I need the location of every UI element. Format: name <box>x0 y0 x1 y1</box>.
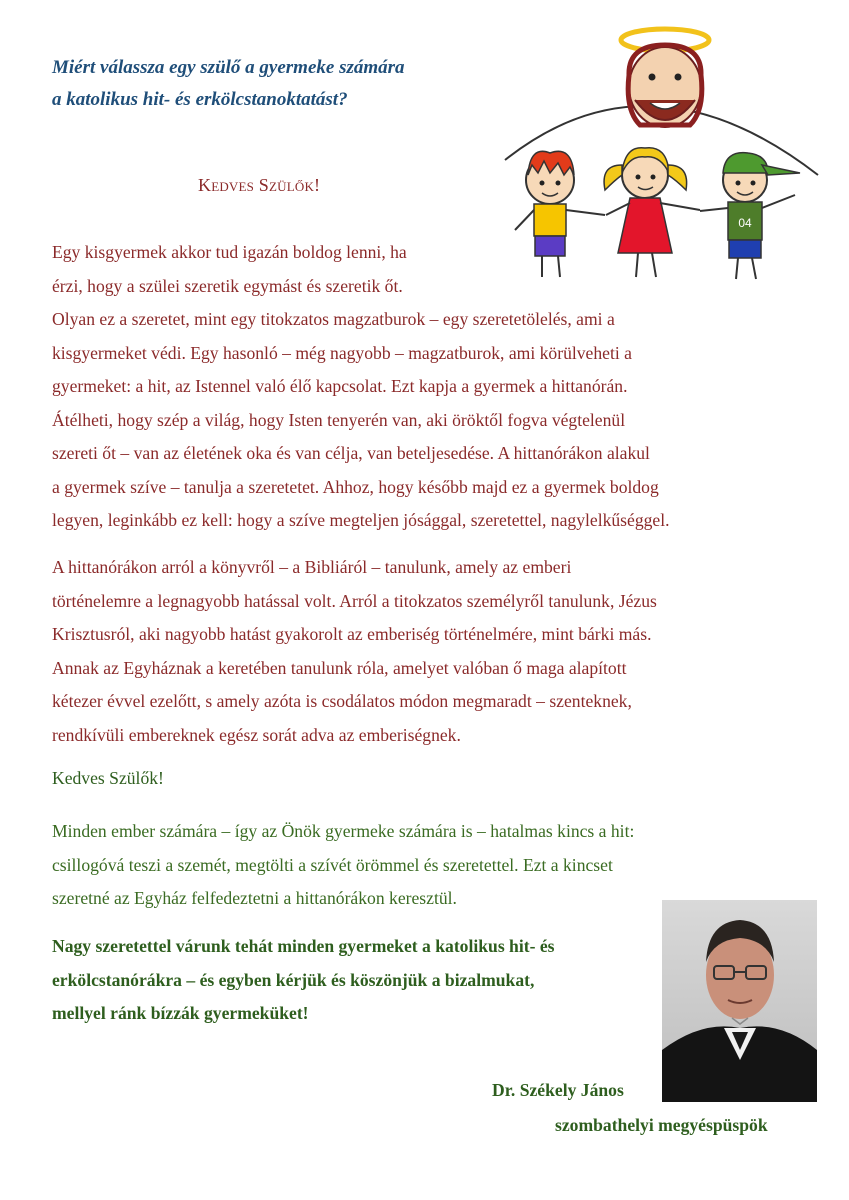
paragraph-1-line: Egy kisgyermek akkor tud igazán boldog lenni, ha <box>52 242 407 262</box>
page-title <box>52 52 522 116</box>
paragraph-3-line: csillogóvá teszi a szemét, megtölti a szívét örömmel és szeretettel. Ezt a kincset <box>52 854 613 875</box>
paragraph-1 <box>52 236 812 538</box>
signature-name: Dr. Székely János <box>492 1080 624 1100</box>
paragraph-2-line: Krisztusról, aki nagyobb hatást gyakorolt az emberiség történelmére, mint bárki más. <box>52 624 652 644</box>
paragraph-1-line: szereti őt – van az életének oka és van célja, van beteljesedése. A hittanórákon alakul <box>52 443 650 463</box>
paragraph-1-line: Olyan ez a szeretet, mint egy titokzatos magzatburok – egy szeretetölelés, ami a <box>52 309 615 329</box>
portrait-icon <box>662 900 817 1102</box>
signature-title: szombathelyi megyéspüspök <box>555 1115 768 1135</box>
paragraph-2-line: rendkívüli embereknek egész sorát adva az emberiségnek. <box>52 724 461 745</box>
paragraph-1-line: a gyermek szíve – tanulja a szeretetet. Ahhoz, hogy később majd ez a gyermek boldog <box>52 476 659 497</box>
paragraph-2-line: A hittanórákon arról a könyvről – a Bibliáról – tanulunk, amely az emberi <box>52 557 572 577</box>
shirt-number: 04 <box>738 216 752 230</box>
paragraph-1-line: kisgyermeket védi. Egy hasonló – még nagyobb – magzatburok, ami körülveheti a <box>52 342 632 363</box>
paragraph-3-line: szeretné az Egyház felfedeztetni a hittanórákon keresztül. <box>52 888 457 908</box>
paragraph-2-line: Annak az Egyháznak a keretében tanulunk róla, amelyet valóban ő maga alapított <box>52 657 627 678</box>
bishop-portrait-photo <box>662 900 817 1102</box>
paragraph-2-line: történelemre a legnagyobb hatással volt. Arról a titokzatos személyről tanulunk, Jézus <box>52 590 657 611</box>
paragraph-1-line: gyermeket: a hit, az Istennel való élő kapcsolat. Ezt kapja a gyermek a hittanórán. <box>52 376 628 396</box>
title-line-2: a katolikus hit- és erkölcstanoktatást? <box>52 89 348 110</box>
salutation-first: Kedves Szülők! <box>198 175 321 195</box>
paragraph-4-line: erkölcstanórákra – és egyben kérjük és köszönjük a bizalmukat, <box>52 969 535 990</box>
paragraph-4-invitation <box>52 930 652 1031</box>
paragraph-2 <box>52 551 812 752</box>
paragraph-4-line: Nagy szeretettel várunk tehát minden gyermeket a katolikus hit- és <box>52 936 555 956</box>
paragraph-1-line: érzi, hogy a szülei szeretik egymást és szeretik őt. <box>52 275 403 296</box>
paragraph-1-line: legyen, leginkább ez kell: hogy a szíve megteljen jósággal, szeretettel, nagylelkűséggel. <box>52 510 670 530</box>
salutation-second: Kedves Szülők! <box>52 768 164 788</box>
paragraph-3-line: Minden ember számára – így az Önök gyermeke számára is – hatalmas kincs a hit: <box>52 821 635 841</box>
paragraph-2-line: kétezer évvel ezelőtt, s amely azóta is csodálatos módon megmaradt – szenteknek, <box>52 691 632 711</box>
title-line-1: Miért válassza egy szülő a gyermeke számára <box>52 57 405 78</box>
paragraph-1-line: Átélheti, hogy szép a világ, hogy Isten tenyerén van, aki öröktől fogva végtelenül <box>52 409 626 430</box>
paragraph-4-line: mellyel ránk bízzák gyermeküket! <box>52 1003 309 1023</box>
